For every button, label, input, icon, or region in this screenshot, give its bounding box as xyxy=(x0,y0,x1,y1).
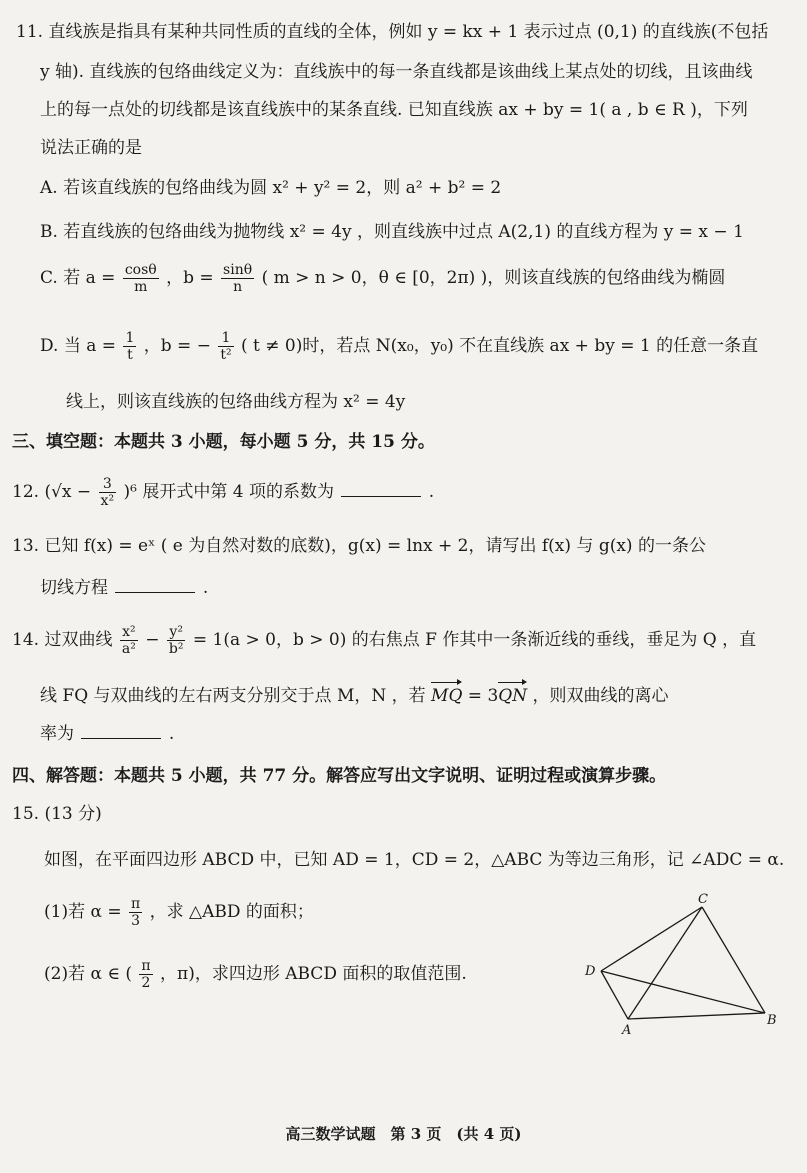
q15-p1-post: ，求 △ABD 的面积； xyxy=(149,902,314,922)
optc-a-num: cosθ xyxy=(124,262,157,278)
q11-line3: 上的每一点处的切线都是该直线族中的某条直线. 已知直线族 ax + by = 1( a , b ∈ R )，下列 xyxy=(40,100,748,120)
q14-post: = 1(a > 0，b > 0) 的右焦点 F 作其中一条渐近线的垂线，垂足为 Q ，直 xyxy=(192,630,757,650)
q14-line3-end: . xyxy=(168,724,175,744)
q15-p2-pre: (2)若 α ∈ ( xyxy=(44,964,132,984)
diagonal-ac xyxy=(628,907,702,1019)
q11-line2: y 轴). 直线族的包络曲线定义为：直线族中的每一条直线都是该曲线上某点处的切线，且该曲线 xyxy=(40,62,753,82)
quadrilateral-figure xyxy=(578,888,778,1038)
q12-answer-blank[interactable] xyxy=(341,478,421,497)
q15-p2-num: π xyxy=(141,958,151,974)
optc-a-den: m xyxy=(134,279,148,295)
optd-b-num: 1 xyxy=(218,330,233,347)
q12-frac-num: 3 xyxy=(99,476,117,493)
q15-stem: 如图，在平面四边形 ABCD 中，已知 AD = 1，CD = 2，△ABC 为等边三角形，记 ∠ADC = α. xyxy=(44,850,785,870)
q11-option-a: A. 若该直线族的包络曲线为圆 x² + y² = 2，则 a² + b² = 2 xyxy=(40,178,502,198)
q13-line2 xyxy=(40,574,807,600)
q13-answer-blank[interactable] xyxy=(115,574,195,593)
q14-line2-pre: 线 FQ 与双曲线的左右两支分别交于点 M，N ，若 xyxy=(40,686,426,706)
q11-line4: 说法正确的是 xyxy=(40,138,142,158)
q15-p2-post: ，π)，求四边形 ABCD 面积的取值范围. xyxy=(160,964,467,984)
vector-qn: QN xyxy=(498,680,527,708)
q15-p1-frac xyxy=(129,896,142,929)
segment-bc xyxy=(702,907,765,1013)
optc-b-num: sinθ xyxy=(223,262,253,278)
segment-ab xyxy=(628,1013,765,1019)
q13-line1: 13. 已知 f(x) = eˣ ( e 为自然对数的底数)，g(x) = lnx + 2，请写出 f(x) 与 g(x) 的一条公 xyxy=(12,536,706,556)
q14-line3-pre: 率为 xyxy=(40,724,74,744)
label-d: D xyxy=(585,964,596,979)
q14-line2-post: ，则双曲线的离心 xyxy=(532,686,669,706)
q14-line1 xyxy=(12,624,807,657)
q12-end: . xyxy=(428,482,435,502)
q12-frac xyxy=(99,476,117,509)
optd-post: ( t ≠ 0)时，若点 N(x₀，y₀) 不在直线族 ax + by = 1 的任意一条直 xyxy=(241,336,759,356)
label-a: A xyxy=(622,1023,632,1038)
optd-a-den: t xyxy=(127,347,133,363)
q12-post: )⁶ 展开式中第 4 项的系数为 xyxy=(123,482,334,502)
optd-mid: ，b = − xyxy=(143,336,211,356)
segment-da xyxy=(601,971,628,1019)
q11-option-d-line2: 线上，则该直线族的包络曲线方程为 x² = 4y xyxy=(66,392,406,412)
optc-mid: ，b = xyxy=(166,268,214,288)
q14-frac-x xyxy=(120,624,138,657)
q14-f2-num: y² xyxy=(167,624,186,641)
q14-f1-den: a² xyxy=(121,641,136,657)
diagonal-bd xyxy=(601,971,765,1013)
optd-frac-a xyxy=(123,330,136,363)
optc-pre: C. 若 a = xyxy=(40,268,116,288)
optd-frac-b xyxy=(218,330,233,363)
q12 xyxy=(12,476,807,509)
section-3-heading: 三、填空题：本题共 3 小题，每小题 5 分，共 15 分。 xyxy=(12,432,435,452)
q15-header: 15. (13 分) xyxy=(12,804,102,824)
section-4-heading: 四、解答题：本题共 5 小题，共 77 分。解答应写出文字说明、证明过程或演算步骤。 xyxy=(12,766,667,786)
optd-b-den: t² xyxy=(220,347,232,363)
label-b: B xyxy=(767,1013,777,1028)
q12-frac-den: x² xyxy=(100,493,115,509)
optd-a-num: 1 xyxy=(125,330,135,346)
optd-pre: D. 当 a = xyxy=(40,336,117,356)
q14-f1-num: x² xyxy=(120,624,138,641)
q14-frac-y xyxy=(167,624,186,657)
q14-eq: = 3 xyxy=(467,686,499,706)
q11-option-d xyxy=(40,330,807,363)
q13-line2-end: . xyxy=(202,578,209,598)
q14-line3 xyxy=(40,720,807,746)
q12-pre: 12. (√x − xyxy=(12,482,92,502)
q14-line2 xyxy=(40,680,807,708)
optc-frac-b xyxy=(221,262,254,295)
optc-frac-a xyxy=(123,262,159,295)
q15-p1-num: π xyxy=(131,896,141,912)
q14-answer-blank[interactable] xyxy=(81,720,161,739)
q11-line1: 11. 直线族是指具有某种共同性质的直线的全体，例如 y = kx + 1 表示过点 (0,1) 的直线族(不包括 xyxy=(16,22,769,42)
optc-b-den: n xyxy=(233,279,243,295)
q13-line2-pre: 切线方程 xyxy=(40,578,108,598)
page-footer: 高三数学试题 第 3 页 (共 4 页) xyxy=(285,1125,522,1143)
q11-option-b: B. 若直线族的包络曲线为抛物线 x² = 4y ，则直线族中过点 A(2,1) 的直线方程为 y = x − 1 xyxy=(40,222,744,242)
q15-p1-pre: (1)若 α = xyxy=(44,902,122,922)
q14-f2-den: b² xyxy=(168,641,184,657)
q15-p2-den: 2 xyxy=(141,975,151,991)
optc-post: ( m > n > 0，θ ∈ [0，2π) )，则该直线族的包络曲线为椭圆 xyxy=(261,268,726,288)
q14-pre: 14. 过双曲线 xyxy=(12,630,113,650)
q15-p1-den: 3 xyxy=(131,913,141,929)
q14-minus: − xyxy=(145,630,160,650)
vector-mq: MQ xyxy=(431,680,462,708)
segment-cd xyxy=(601,907,702,971)
q15-p2-frac xyxy=(139,958,152,991)
label-c: C xyxy=(698,892,708,907)
q11-option-c xyxy=(40,262,807,295)
